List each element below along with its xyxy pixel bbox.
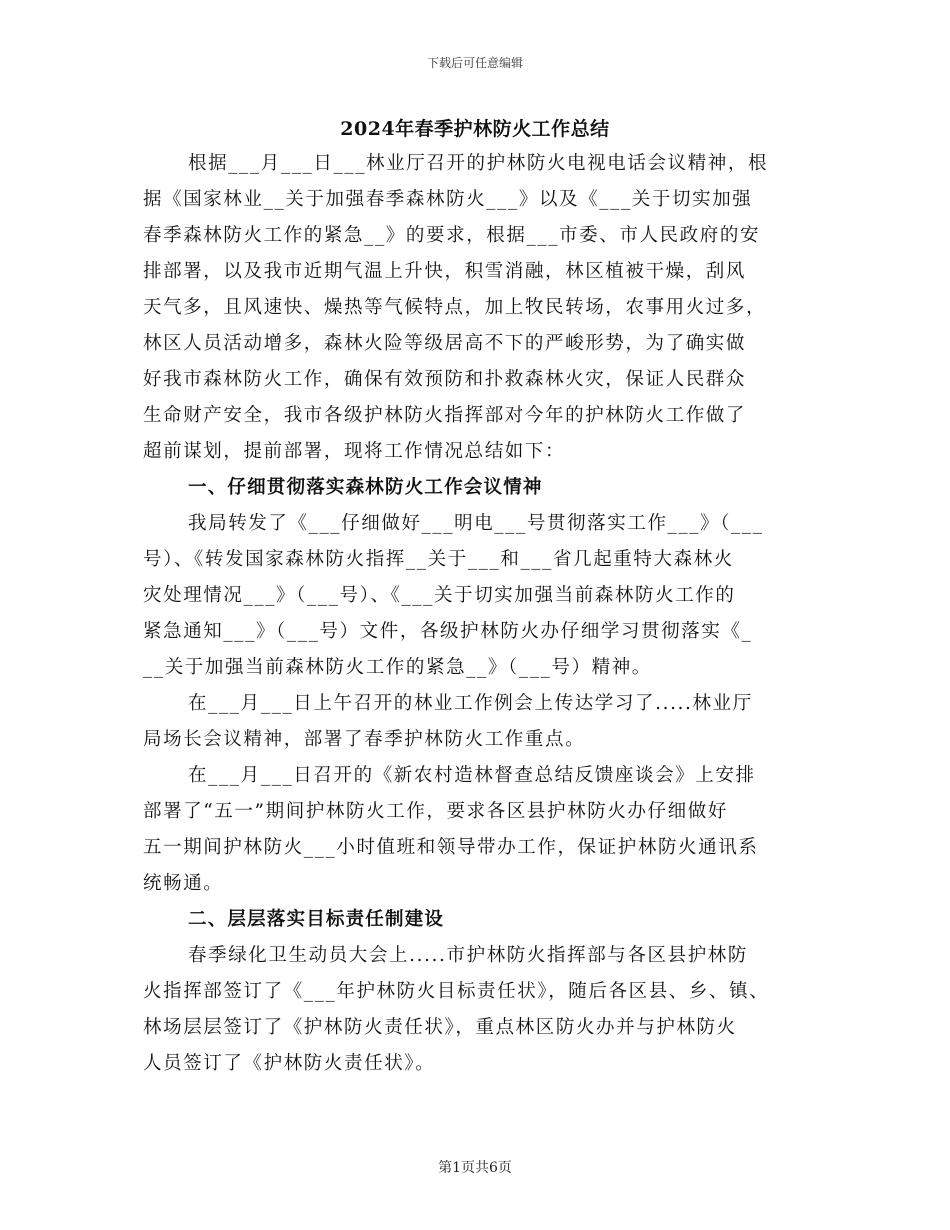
section-heading-1: 一、仔细贯彻落实森林防火工作会议情神 [188, 477, 543, 498]
paragraph-line: 林场层层签订了《护林防火责任状》，重点林区防火办并与护林防火 [143, 1017, 737, 1038]
paragraph-line: 天气多，且风速快、燥热等气候特点，加上牧民转场，农事用火过多， [143, 297, 767, 318]
paragraph-line: 超前谋划，提前部署，现将工作情况总结如下： [143, 441, 566, 462]
paragraph-line: 排部署，以及我市近期气温上升快，积雪消融，林区植被干燥，刮风 [143, 261, 747, 282]
paragraph-line: 在___月___日召开的《新农村造林督查总结反馈座谈会》上安排 [188, 765, 756, 786]
paragraph-line: 统畅通。 [143, 873, 224, 894]
paragraph-line: 号）、《转发国家森林防火指挥__关于___和___省几起重特大森林火 [143, 549, 734, 570]
document-body [143, 146, 813, 1082]
paragraph-line: 部署了“五一”期间护林防火工作，要求各区县护林防火办仔细做好 [143, 801, 728, 822]
paragraph-line: 春季绿化卫生动员大会上.....市护林防火指挥部与各区县护林防 [188, 945, 749, 966]
paragraph-line: __关于加强当前森林防火工作的紧急__》（___号）精神。 [143, 657, 652, 678]
paragraph-line: 人员签订了《护林防火责任状》。 [143, 1053, 436, 1074]
paragraph-line: 火指挥部签订了《___年护林防火目标责任状》，随后各区县、乡、镇、 [143, 981, 770, 1002]
page-footer: 第1页共6页 [438, 1160, 512, 1176]
paragraph-line: 局场长会议精神，部署了春季护林防火工作重点。 [143, 729, 586, 750]
section-heading-2: 二、层层落实目标责任制建设 [188, 909, 445, 930]
paragraph-line: 好我市森林防火工作，确保有效预防和扑救森林火灾，保证人民群众 [143, 369, 747, 390]
paragraph-line: 林区人员活动增多，森林火险等级居高不下的严峻形势，为了确实做 [143, 333, 747, 354]
paragraph-line: 我局转发了《___仔细做好___明电___号贯彻落实工作___》（___ [188, 513, 764, 534]
paragraph-line: 根据___月___日___林业厅召开的护林防火电视电话会议精神，根 [188, 153, 769, 174]
paragraph-line: 紧急通知___》（___号）文件，各级护林防火办仔细学习贯彻落实《_ [143, 621, 753, 642]
paragraph-line: 春季森林防火工作的紧急__》的要求，根据___市委、市人民政府的安 [143, 225, 761, 246]
paragraph-line: 灾处理情况___》（___号）、《___关于切实加强当前森林防火工作的 [143, 585, 736, 606]
paragraph-line: 五一期间护林防火___小时值班和领导带办工作，保证护林防火通讯系 [143, 837, 759, 858]
paragraph-line: 在___月___日上午召开的林业工作例会上传达学习了.....林业厅 [188, 693, 753, 714]
header-note: 下载后可任意编辑 [426, 56, 523, 70]
paragraph-line: 生命财产安全，我市各级护林防火指挥部对今年的护林防火工作做了 [143, 405, 747, 426]
paragraph-line: 据《国家林业__关于加强春季森林防火___》以及《___关于切实加强 [143, 189, 753, 210]
document-title: 2024年春季护林防火工作总结 [340, 118, 610, 140]
